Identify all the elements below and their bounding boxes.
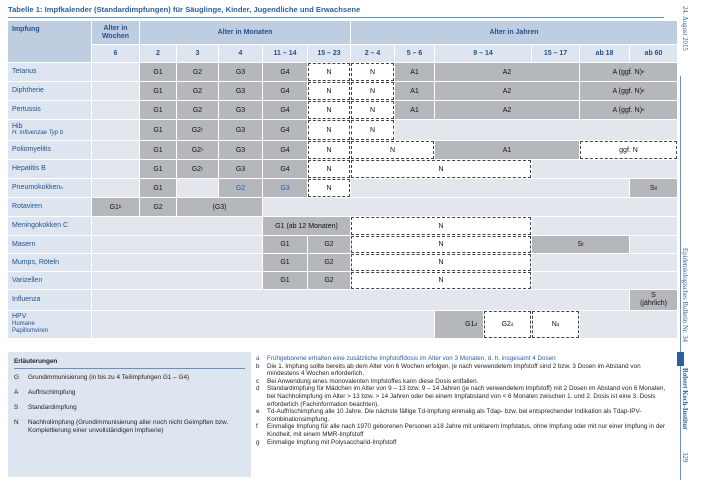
cell-g2: G2 — [308, 236, 350, 253]
cell-g3: G3 — [219, 160, 262, 178]
cell-g1: G1 — [263, 236, 307, 253]
cell-n: N — [351, 272, 531, 289]
legend-key: A — [14, 389, 19, 396]
age-header: 2 – 4 — [351, 45, 394, 62]
legend-item — [14, 404, 245, 412]
cell-g2: G2 — [177, 63, 218, 81]
cell-g2-text: G2 — [191, 165, 202, 173]
cell-a2: A2 — [435, 82, 579, 100]
cell-s-text: S — [651, 292, 656, 299]
row-name-text: Pneumokokken — [12, 184, 61, 192]
footnote-text: Die 1. Impfung sollte bereits ab dem Alter von 6 Wochen erfolgen, je nach verwendetem Impfstoff sind 2 bzw. 3 Dosen im Abstand von mindestens 4 Wochen erforderlich. — [267, 362, 641, 378]
empty-cell — [92, 272, 262, 289]
age-header: 15 – 17 — [532, 45, 579, 62]
empty-cell — [92, 160, 139, 178]
cell-s-text: S — [649, 184, 655, 192]
row-name-meningokokken-c: Meningokokken C — [8, 217, 91, 235]
cell-g4: G4 — [263, 82, 307, 100]
cell-g2: G2 — [308, 272, 350, 289]
empty-cell — [532, 254, 677, 271]
footnote — [256, 378, 666, 386]
table-title-label: Tabelle 1: — [8, 5, 43, 14]
header-jahre: Alter in Jahren — [351, 21, 677, 44]
footnote-text: Frühgeborene erhalten eine zusätzliche Impfstoffdosis im Alter von 3 Monaten, d. h. insgesamt 4 Dosen — [267, 355, 556, 362]
footnote-text: Standardimpfung für Mädchen im Alter von 9 – 13 bzw. 9 – 14 Jahren (je nach verwendetem Impfstoff) mit 2 Dosen im Abstand von 6 Monaten, bei Nachholimpfung im Alter > 13 bzw. > 14 Jahren oder bei einem Impfabstand von < 6 Monaten zwischen 1. und 2. Dosis ist eine 3. Dosis erforderlich (Fachinformation beachten). — [267, 385, 666, 408]
cell-g2: G2 c — [177, 160, 218, 178]
cell-n: N d — [532, 311, 579, 338]
empty-cell — [395, 120, 677, 140]
cell-a1: A1 — [395, 82, 434, 100]
cell-s: S g — [630, 179, 677, 197]
cell-a1: A1 — [395, 101, 434, 119]
row-name-text: Hib — [12, 122, 23, 130]
cell-g3: G3 — [219, 101, 262, 119]
cell-g3: G3 — [219, 120, 262, 140]
institute-name: Robert Koch-Institut — [681, 368, 688, 430]
cell-g2: G2 — [308, 254, 350, 271]
age-header: ab 60 — [630, 45, 677, 62]
footnote-text: Td-Auffrischimpfung alle 10 Jahre. Die nächste fällige Td-Impfung einmalig als Tdap- bzw. bei entsprechender Indikation als Tdap-IPV-Kombinationsimpfung. — [267, 408, 642, 423]
row-subtitle: H. influenzae Typ b — [12, 130, 64, 136]
cell-g4: G4 — [263, 141, 307, 159]
row-name-pertussis: Pertussis — [8, 101, 91, 119]
empty-cell — [92, 82, 139, 100]
row-name-influenza: Influenza — [8, 290, 91, 310]
footnotes — [256, 355, 666, 446]
legend-key: S — [14, 404, 19, 411]
cell-n: N — [351, 217, 531, 235]
legend-value: Standardimpfung — [28, 404, 77, 411]
cell-g1: G1 (ab 12 Monaten) — [263, 217, 350, 235]
legend-item — [14, 374, 245, 382]
empty-cell — [580, 311, 677, 338]
cell-g2-text: G2 — [501, 321, 511, 328]
cell-g2: G2 — [177, 82, 218, 100]
cell-g1: G1 — [140, 101, 176, 119]
empty-cell — [630, 236, 677, 253]
row-name-pneumokokken: Pneumokokken a — [8, 179, 91, 197]
cell-g1-text: G1 — [109, 203, 119, 211]
cell-n: N — [351, 82, 394, 100]
page-number: 329 — [681, 452, 688, 463]
row-name-hib — [8, 120, 91, 140]
age-header: 9 – 14 — [435, 45, 531, 62]
legend-rule — [14, 368, 245, 369]
row-subtitle: Papillomviren — [12, 328, 49, 335]
cell-s: S f — [532, 236, 629, 253]
empty-cell — [351, 179, 629, 197]
cell-g1-text: G1 — [465, 321, 475, 328]
cell-a: A (ggf. N) e — [580, 63, 677, 81]
cell-n: N — [351, 254, 531, 271]
empty-cell — [92, 141, 139, 159]
cell-g2: G2 — [219, 179, 262, 197]
cell-g3: G3 — [219, 82, 262, 100]
row-name-tetanus: Tetanus — [8, 63, 91, 81]
footnote — [256, 385, 666, 408]
footnote — [256, 408, 666, 423]
row-name-varizellen: Varizellen — [8, 272, 91, 289]
row-subtitle: Humane — [12, 320, 35, 327]
table-title-text: Impfkalender (Standardimpfungen) für Säuglinge, Kinder, Jugendliche und Erwachsene — [44, 5, 361, 14]
cell-a-text: A (ggf. N) — [612, 68, 643, 76]
empty-cell — [532, 217, 677, 235]
vaccination-table — [8, 21, 667, 343]
issue-date: 24. August 2015 — [681, 6, 688, 51]
empty-cell — [92, 120, 139, 140]
age-header: ab 18 — [580, 45, 629, 62]
cell-g1: G1 — [263, 272, 307, 289]
cell-g1: G1 — [140, 120, 176, 140]
row-name-hpv — [8, 311, 91, 338]
cell-ggf-n: ggf. N — [580, 141, 677, 159]
empty-cell — [92, 236, 262, 253]
empty-cell — [92, 179, 139, 197]
empty-cell — [92, 290, 629, 310]
cell-n: N — [351, 141, 434, 159]
empty-cell — [92, 101, 139, 119]
cell-a: A (ggf. N) e — [580, 82, 677, 100]
cell-n: N — [308, 179, 350, 197]
age-header: 5 – 6 — [395, 45, 434, 62]
cell-n: N — [308, 141, 350, 159]
age-header: 6 — [92, 45, 139, 62]
age-header: 11 – 14 — [263, 45, 307, 62]
cell-g4: G4 — [263, 120, 307, 140]
cell-g1: G1 — [140, 160, 176, 178]
cell-a1: A1 — [435, 141, 579, 159]
running-header — [672, 0, 702, 487]
footnote-key: g — [256, 438, 260, 446]
footnote-text: Bei Anwendung eines monovalenten Impfstoffes kann diese Dosis entfallen. — [267, 377, 479, 385]
cell-g4: G4 — [263, 160, 307, 178]
cell-n: N — [308, 63, 350, 81]
cell-g2: G2 c — [177, 120, 218, 140]
footnote-text: Einmalige Impfung mit Polysaccharid-Impfstoff — [267, 438, 397, 446]
empty-cell — [263, 198, 677, 216]
cell-s-note: (jährlich) — [640, 300, 667, 307]
row-name-masern: Masern — [8, 236, 91, 253]
legend-item — [14, 419, 245, 435]
footnote — [256, 355, 666, 363]
empty-cell — [92, 311, 434, 338]
footnote — [256, 423, 666, 438]
cell-a1: A1 — [395, 63, 434, 81]
cell-n: N — [351, 63, 394, 81]
cell-s — [630, 290, 677, 310]
cell-g1: G1 d — [435, 311, 483, 338]
cell-g4: G4 — [263, 101, 307, 119]
age-header: 2 — [140, 45, 176, 62]
empty-cell — [177, 179, 218, 197]
cell-g2: G2 c — [177, 141, 218, 159]
cell-g2-text: G2 — [191, 146, 202, 154]
legend-item — [14, 389, 245, 397]
footnote-key: e — [256, 408, 260, 416]
row-name-mumps-roeteln: Mumps, Röteln — [8, 254, 91, 271]
cell-n: N — [308, 120, 350, 140]
age-header: 3 — [177, 45, 218, 62]
cell-n: N — [351, 101, 394, 119]
cell-g1: G1 — [140, 63, 176, 81]
cell-g4: G4 — [263, 63, 307, 81]
header-wochen: Alter in Wochen — [92, 21, 139, 44]
cell-g2: G2 d — [484, 311, 531, 338]
cell-g3: G3 — [219, 141, 262, 159]
cell-a-text: A (ggf. N) — [612, 106, 643, 114]
cell-n: N — [351, 120, 394, 140]
empty-cell — [92, 63, 139, 81]
cell-g1: G1 — [140, 179, 176, 197]
row-name-polio: Poliomyelitis — [8, 141, 91, 159]
margin-marker — [677, 352, 684, 366]
cell-a-text: A (ggf. N) — [612, 87, 643, 95]
cell-n: N — [351, 160, 531, 178]
age-header: 4 — [219, 45, 262, 62]
legend-box — [8, 352, 251, 477]
empty-cell — [92, 254, 262, 271]
cell-g2: G2 — [140, 198, 176, 216]
cell-g3: (G3) — [177, 198, 262, 216]
cell-s-text: S — [577, 241, 583, 248]
cell-g2-text: G2 — [191, 126, 202, 134]
cell-g1: G1 — [140, 141, 176, 159]
header-impfung: Impfung — [8, 21, 91, 62]
footnote-key: b — [256, 362, 260, 370]
empty-cell — [532, 272, 677, 289]
title-rule — [8, 17, 664, 18]
cell-g3: G3 — [219, 63, 262, 81]
cell-n: N — [308, 101, 350, 119]
legend-key: N — [14, 419, 19, 426]
cell-n-text: N — [551, 321, 557, 328]
cell-g3: G3 — [263, 179, 307, 197]
footnote-key: f — [256, 423, 258, 431]
footnote-key: a — [256, 355, 260, 362]
legend-key: G — [14, 374, 19, 381]
footnote-key: d — [256, 385, 260, 393]
cell-n: N — [308, 82, 350, 100]
cell-g1: G1 — [140, 82, 176, 100]
legend-title: Erläuterungen — [14, 358, 58, 365]
cell-n: N — [351, 236, 531, 253]
row-name-hepatitis-b: Hepatitis B — [8, 160, 91, 178]
legend-value: Grundimmunisierung (in bis zu 4 Teilimpfungen G1 – G4) — [28, 374, 190, 381]
cell-g1: G1 — [263, 254, 307, 271]
footnote-text: Einmalige Impfung für alle nach 1970 geborenen Personen ≥18 Jahre mit unklarem Impfstatus, ohne Impfung oder mit nur einer Impfung in der Kindheit, mit einem MMR-Impfstoff — [267, 423, 665, 438]
empty-cell — [532, 160, 677, 178]
legend-value: Auffrischimpfung — [28, 389, 76, 396]
cell-a2: A2 — [435, 63, 579, 81]
row-name-text: HPV — [12, 313, 27, 321]
cell-a: A (ggf. N) e — [580, 101, 677, 119]
table-title — [8, 5, 668, 14]
row-name-rotaviren: Rotaviren — [8, 198, 91, 216]
cell-g2: G2 — [177, 101, 218, 119]
footnote-key: c — [256, 377, 260, 385]
row-name-diphtherie: Diphtherie — [8, 82, 91, 100]
cell-n: N — [308, 160, 350, 178]
cell-a2: A2 — [435, 101, 579, 119]
header-monate: Alter in Monaten — [140, 21, 350, 44]
bulletin-name: Epidemiologisches Bulletin Nr. 34 — [681, 248, 688, 343]
cell-g1: G1 b — [92, 198, 139, 216]
footnote — [256, 363, 666, 378]
legend-value: Nachholimpfung (Grundimmunisierung aller noch nicht Geimpften bzw. Komplettierung einer unvollständigen Impfserie) — [28, 419, 228, 434]
empty-cell — [92, 217, 262, 235]
footnote — [256, 439, 666, 447]
age-header: 15 – 23 — [308, 45, 350, 62]
